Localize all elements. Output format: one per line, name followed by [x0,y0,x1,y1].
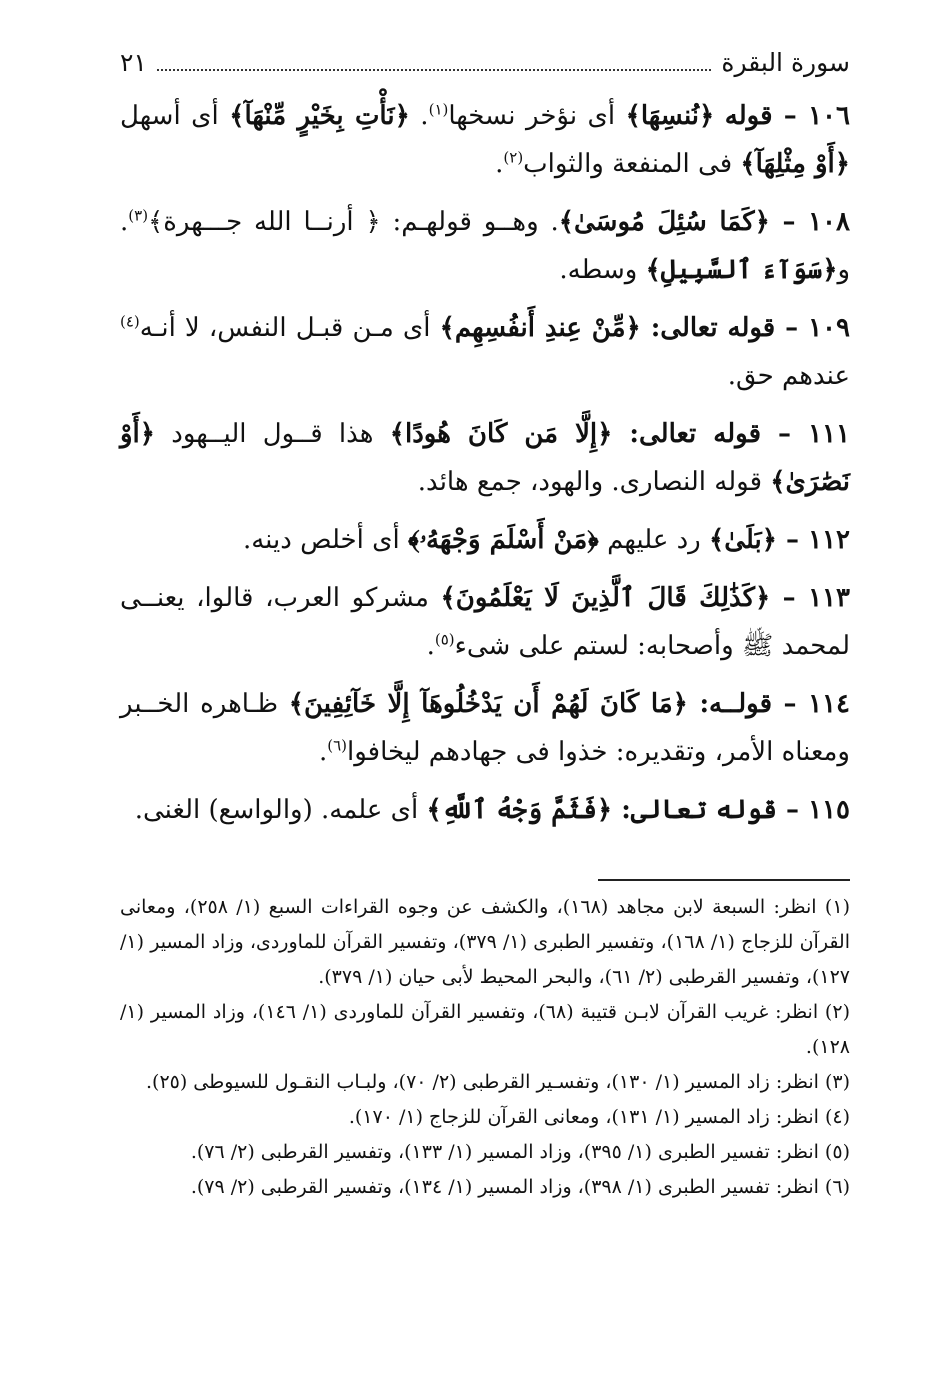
quran-quote: ﴿كَمَا سُئِلَ مُوسَىٰ﴾ [558,207,770,237]
entry-text: هذا قــول اليــهود [155,419,390,449]
entry-text: أى أخلص دينه. [242,525,408,555]
quran-quote: ﴿أَوْ نَصَٰرَىٰ﴾ [120,419,850,497]
entry-dash: – [775,313,809,343]
quran-quote: ﴿كَذَٰلِكَ قَالَ ٱلَّذِينَ لَا يَعْلَمُونَ﴾ [440,583,771,613]
entry-text: أى أسهل [120,101,230,131]
entry-text: عندهم حق. [727,361,850,391]
entry-text: رد عليهم [598,525,709,555]
footnote-ref[interactable]: (٣) [128,206,149,225]
entry-number: ١١٤ [808,689,850,719]
quran-quote: ﴿فَثَمَّ وَجْهُ ٱللَّهِ﴾ [426,795,622,825]
footnote-3: (٣) انظر: زاد المسير (١/ ١٣٠)، وتفسـير القرطبى (٢/ ٧٠)، ولبـاب النقـول للسيوطى (٢٥). [145,1071,850,1093]
entry-text: . و [120,207,850,285]
entry-112 [120,516,850,564]
entry-text: قوله النصارى. والهود، جمع هائد. [417,467,771,497]
entry-text: ظـاهره الخــبر ومعناه الأمر، وتقديره: خذوا فى جهادهم ليخافوا [120,689,850,767]
entry-label: قولــه: [699,689,773,719]
entry-number: ١١٢ [808,525,850,555]
entry-number: ١١٥ [808,795,850,825]
entry-number: ١٠٦ [808,101,850,131]
quran-quote: ﴿بَلَىٰ﴾ [709,525,777,555]
footnote-2: (٢) انظر: غريب القرآن لابـن قتيبة (٦٨)، وتفسير القرآن للماوردى (١/ ١٤٦)، وزاد المسير (١/ ١٢٨). [120,1001,850,1058]
entry-111 [120,410,850,506]
entries [120,92,850,834]
footnote-ref[interactable]: (٤) [120,312,140,331]
entry-number: ١١٣ [808,583,850,613]
quran-quote: ﴿نُنسِهَا﴾ [625,101,715,131]
entry-label: قوله تعالى: [650,313,776,343]
entry-114 [120,680,850,776]
entry-text: وسطه. [559,255,646,285]
entry-113 [120,574,850,670]
footnote-ref[interactable]: (٦) [327,736,347,755]
footnote-4: (٤) انظر: زاد المسير (١/ ١٣١)، ومعانى القرآن للزجاج (١/ ١٧٠). [348,1106,850,1128]
entry-text: . [426,631,435,661]
entry-106 [120,92,850,188]
entry-dash: – [776,795,809,825]
quran-quote: ﴿مَنْ أَسْلَمَ وَجْهَهُۥ﴾ [407,525,599,555]
surah-title: سورة البقرة [721,48,850,77]
running-head [120,48,850,88]
entry-text: . [409,101,429,131]
entry-115 [120,786,850,834]
footnote-6: (٦) انظر: تفسير الطبرى (١/ ٣٩٨)، وزاد المسير (١/ ١٣٤)، وتفسير القرطبى (٢/ ٧٩). [190,1176,850,1198]
entry-number: ١١١ [808,419,850,449]
entry-text: . [318,737,328,767]
entry-label: قوله [724,101,773,131]
footnote-ref[interactable]: (١) [428,100,449,119]
entry-dash: – [776,525,809,555]
entry-109 [120,304,850,400]
entry-text: فى المنفعة والثواب [523,149,741,179]
footnote-ref[interactable]: (٢) [503,148,524,167]
page-body [120,48,850,844]
footnote-5: (٥) انظر: تفسير الطبرى (١/ ٣٩٥)، وزاد المسير (١/ ١٣٣)، وتفسير القرطبى (٢/ ٧٦). [190,1141,850,1163]
quran-quote: ﴿إِلَّا مَن كَانَ هُودًا﴾ [389,419,630,449]
entry-108 [120,198,850,294]
leader-dots [157,51,712,71]
entry-dash: – [761,419,809,449]
entry-dash: – [772,689,809,719]
quran-quote: ﴿مِّنْ عِندِ أَنفُسِهِم﴾ [439,313,651,343]
entry-number: ١٠٨ [808,207,850,237]
quran-quote: ﴿نَأْتِ بِخَيْرٍ مِّنْهَآ﴾ [229,101,410,131]
quran-quote: ﴿سَوَآءَ ٱلسَّبِيلِ﴾ [645,255,838,285]
footnote-1: (١) انظر: السبعة لابن مجاهد (١٦٨)، والكشف عن وجوه القراءات السبع (١/ ٢٥٨)، ومعانى القرآن للزجاج (١/ ١٦٨)، وتفسير الطبرى (١/ ٣٧٩)، وتفسير القرآن للماوردى، وزاد المسير (١/ ١٢٧)، وتفسير القرطبى (٢/ ٦١)، والبحر المحيط لأبى حيان (١/ ٣٧٩). [120,896,851,988]
quran-quote: ﴿مَا كَانَ لَهُمْ أَن يَدْخُلُوهَآ إِلَّا خَآئِفِينَ﴾ [288,689,700,719]
entry-label: قوله تعالى: [621,795,777,825]
footnotes [120,890,850,1205]
entry-dash: – [769,207,809,237]
footnote-ref[interactable]: (٥) [434,630,455,649]
entry-text: أى علمه. (والواسع) الغنى. [134,795,427,825]
entry-text: أى نؤخر نسخها [448,101,626,131]
footnote-separator [598,879,850,881]
quran-quote: ﴿أَوْ مِثْلِهَآ﴾ [740,149,850,179]
entry-text: مشركو العرب، قالوا، يعنــى لمحمد ﷺ وأصحابه: لستم على شىء [120,583,850,661]
entry-text: . وهــو قولهـم: [380,207,559,237]
entry-text: . [495,149,504,179]
quoted-phrase: ﴿ أرنــا الله جـــهرة﴾ [148,207,381,237]
entry-label: قوله تعالى: [629,419,762,449]
entry-dash: – [770,583,809,613]
page-number: ٢١ [120,48,147,77]
entry-number: ١٠٩ [808,313,850,343]
entry-text: أى مـن قبـل النفس، لا أنـه [139,313,440,343]
entry-dash: – [772,101,809,131]
